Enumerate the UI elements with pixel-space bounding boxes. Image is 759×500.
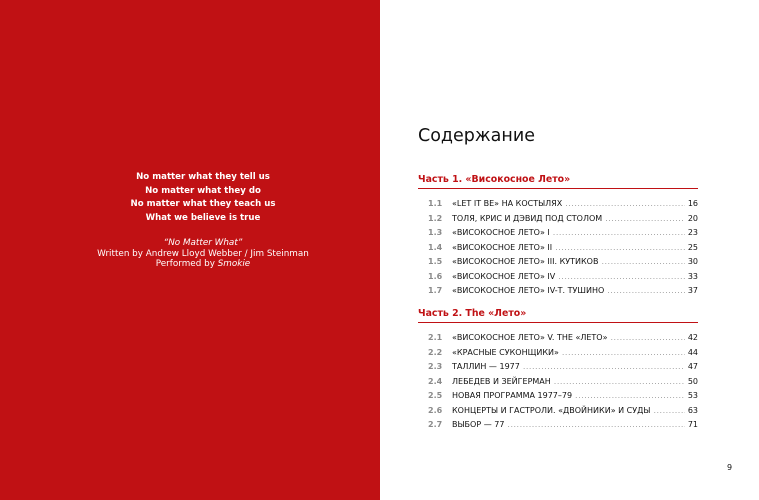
entry-number: 1.4 [428,242,443,252]
toc-entry[interactable] [418,406,698,421]
entry-page: 37 [687,286,698,295]
entry-title: КОНЦЕРТЫ И ГАСТРОЛИ. «ДВОЙНИКИ» И СУДЫ [452,405,651,415]
dot-leader [565,199,685,208]
part-heading: Часть 2. The «Лето» [418,308,698,323]
toc-entry[interactable] [418,214,698,229]
toc-entry[interactable] [418,228,698,243]
entry-number: 1.3 [428,228,443,237]
entry-number: 2.7 [428,420,443,429]
toc-entries [418,333,698,435]
performed-by-label: Performed by [155,259,218,269]
entry-number: 2.6 [428,405,443,415]
entry-number: 2.5 [428,391,443,400]
epigraph-line: No matter what they tell us [136,172,270,182]
toc-entry[interactable] [418,199,698,214]
epigraph-line: What we believe is true [145,212,261,223]
entry-page: 33 [687,271,698,281]
entry-page: 42 [687,333,698,342]
entry-page: 63 [687,405,698,415]
dot-leader [507,420,684,429]
epigraph-line: No matter what they do [145,185,261,196]
toc-entry[interactable] [418,286,698,301]
entry-title: ЛЕБЕДЕВ И ЗЕЙГЕРМАН [452,376,551,386]
dot-leader [610,333,684,342]
song-title: “No Matter What” [163,238,243,248]
entry-title: «ВИСОКОСНОЕ ЛЕТО» III. КУТИКОВ [452,257,599,266]
entry-page: 25 [687,242,698,252]
dot-leader [554,377,685,386]
dot-leader [555,243,685,252]
entry-title: ТОЛЯ, КРИС И ДЭВИД ПОД СТОЛОМ [452,213,603,223]
performer-name: Smokie [217,259,251,269]
epigraph-line: No matter what they teach us [130,199,276,209]
entry-title: «ВИСОКОСНОЕ ЛЕТО» I [452,228,550,237]
entry-page: 23 [687,228,698,237]
contents-page [380,0,759,500]
page-number: 9 [727,463,733,472]
entry-page: 30 [687,257,698,266]
entry-title: ТАЛЛИН — 1977 [452,362,520,371]
toc-entry[interactable] [418,420,698,435]
part-heading: Часть 1. «Високосное Лето» [418,174,698,189]
dot-leader [553,228,685,237]
dot-leader [607,286,685,295]
entry-title: НОВАЯ ПРОГРАММА 1977–79 [452,391,573,400]
entry-page: 20 [687,213,698,223]
entry-title: «ВИСОКОСНОЕ ЛЕТО» IV-Т. ТУШИНО [452,286,605,295]
dot-leader [562,348,685,357]
entry-number: 1.6 [428,271,443,281]
dot-leader [653,406,684,415]
epigraph-spacer [0,225,406,238]
entry-title: ВЫБОР — 77 [452,420,505,429]
toc-entry[interactable] [418,272,698,287]
entry-page: 16 [687,199,698,208]
entry-page: 47 [687,362,698,371]
toc-entry[interactable] [418,362,698,377]
epigraph [0,171,406,270]
entry-page: 50 [687,376,698,386]
entry-number: 2.2 [428,347,443,357]
entry-page: 71 [687,420,698,429]
entry-page: 53 [687,391,698,400]
entry-number: 1.7 [428,286,443,295]
entry-title: «ВИСОКОСНОЕ ЛЕТО» V. THE «ЛЕТО» [452,333,608,342]
dot-leader [558,272,685,281]
toc-entries [418,199,698,301]
toc-entry[interactable] [418,348,698,363]
performed-by [0,259,406,270]
written-by: Written by Andrew Lloyd Webber / Jim Steinman [97,248,309,259]
entry-number: 1.2 [428,213,443,223]
entry-title: «ВИСОКОСНОЕ ЛЕТО» II [452,242,553,252]
toc-entry[interactable] [418,243,698,258]
page-title: Содержание [418,126,535,146]
entry-number: 2.4 [428,376,443,386]
entry-number: 1.5 [428,257,443,266]
dot-leader [605,214,685,223]
entry-number: 2.3 [428,362,443,371]
entry-number: 1.1 [428,199,443,208]
dot-leader [601,257,684,266]
dot-leader [575,391,685,400]
entry-number: 2.1 [428,333,443,342]
entry-title: «КРАСНЫЕ СУКОНЩИКИ» [452,347,559,357]
toc-part-2 [418,308,698,435]
toc-part-1 [418,174,698,301]
toc-entry[interactable] [418,377,698,392]
entry-page: 44 [687,347,698,357]
toc-entry[interactable] [418,333,698,348]
entry-title: «ВИСОКОСНОЕ ЛЕТО» IV [452,271,556,281]
dot-leader [523,362,685,371]
entry-title: «LET IT BE» НА КОСТЫЛЯХ [452,199,563,208]
toc-entry[interactable] [418,391,698,406]
toc-entry[interactable] [418,257,698,272]
